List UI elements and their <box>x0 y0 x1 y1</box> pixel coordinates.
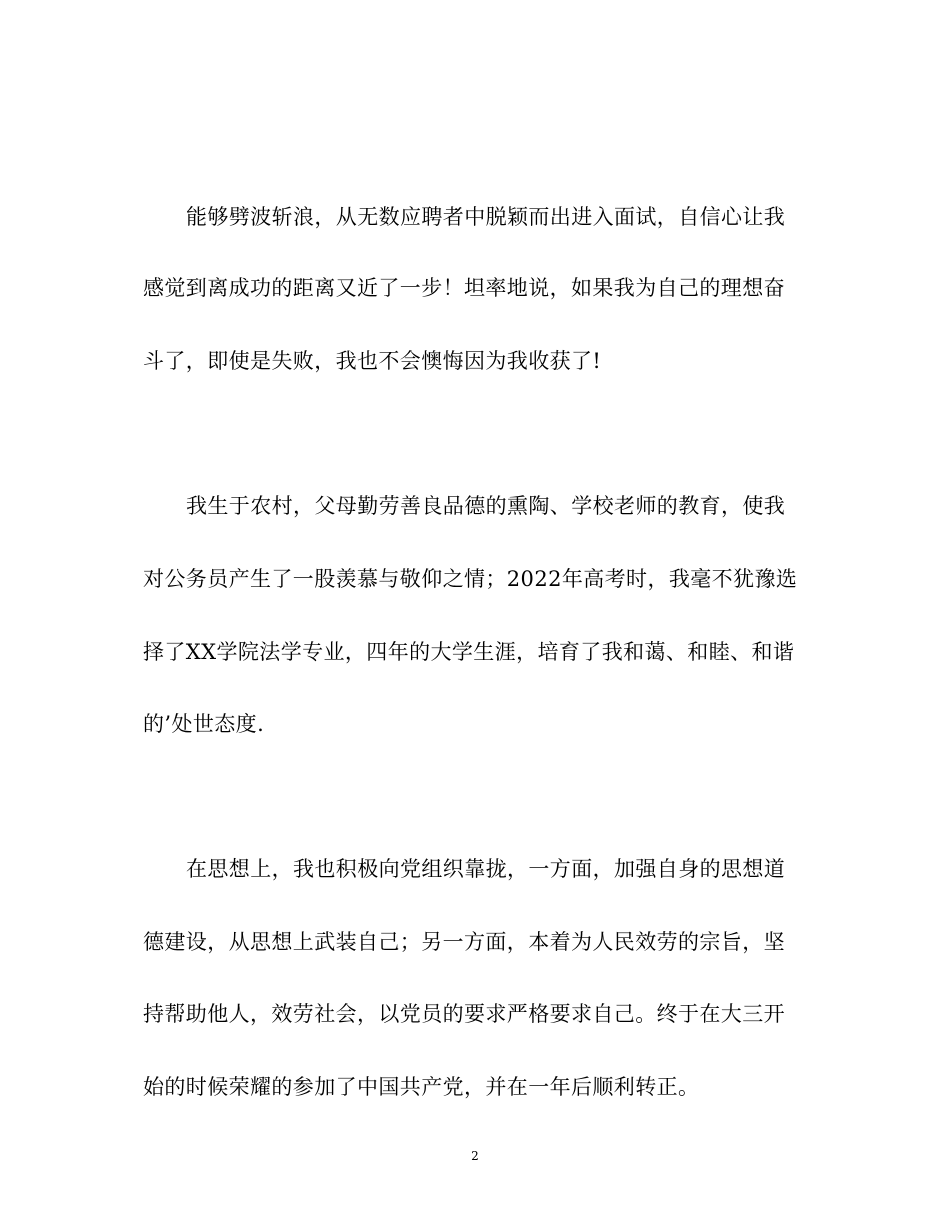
page-number: 2 <box>471 1149 479 1163</box>
paragraph-line: 我生于农村，父母勤劳善良品德的熏陶、学校老师的教育，使我 <box>186 494 786 518</box>
paragraph-line: 德建设，从思想上武装自己；另一方面，本着为人民效劳的宗旨，坚 <box>143 930 785 954</box>
paragraph-line: 的’处世态度. <box>143 712 265 736</box>
paragraph-line: 择了XX学院法学专业，四年的大学生涯，培育了我和蔼、和睦、和谐 <box>143 640 795 664</box>
paragraph-line: 始的时候荣耀的参加了中国共产党，并在一年后顺利转正。 <box>143 1075 700 1099</box>
paragraph-line: 在思想上，我也积极向党组织靠拢，一方面，加强自身的思想道 <box>186 857 786 881</box>
paragraph-line: 能够劈波斩浪，从无数应聘者中脱颖而出进入面试，自信心让我 <box>186 205 786 229</box>
paragraph-line: 斗了，即使是失败，我也不会懊悔因为我收获了! <box>143 349 602 373</box>
paragraph-line: 对公务员产生了一股羡慕与敬仰之情；2022年高考时，我毫不犹豫选 <box>143 567 798 591</box>
paragraph-line: 感觉到离成功的距离又近了一步！坦率地说，如果我为自己的理想奋 <box>143 276 785 300</box>
paragraph-line: 持帮助他人，效劳社会，以党员的要求严格要求自己。终于在大三开 <box>143 1002 785 1026</box>
